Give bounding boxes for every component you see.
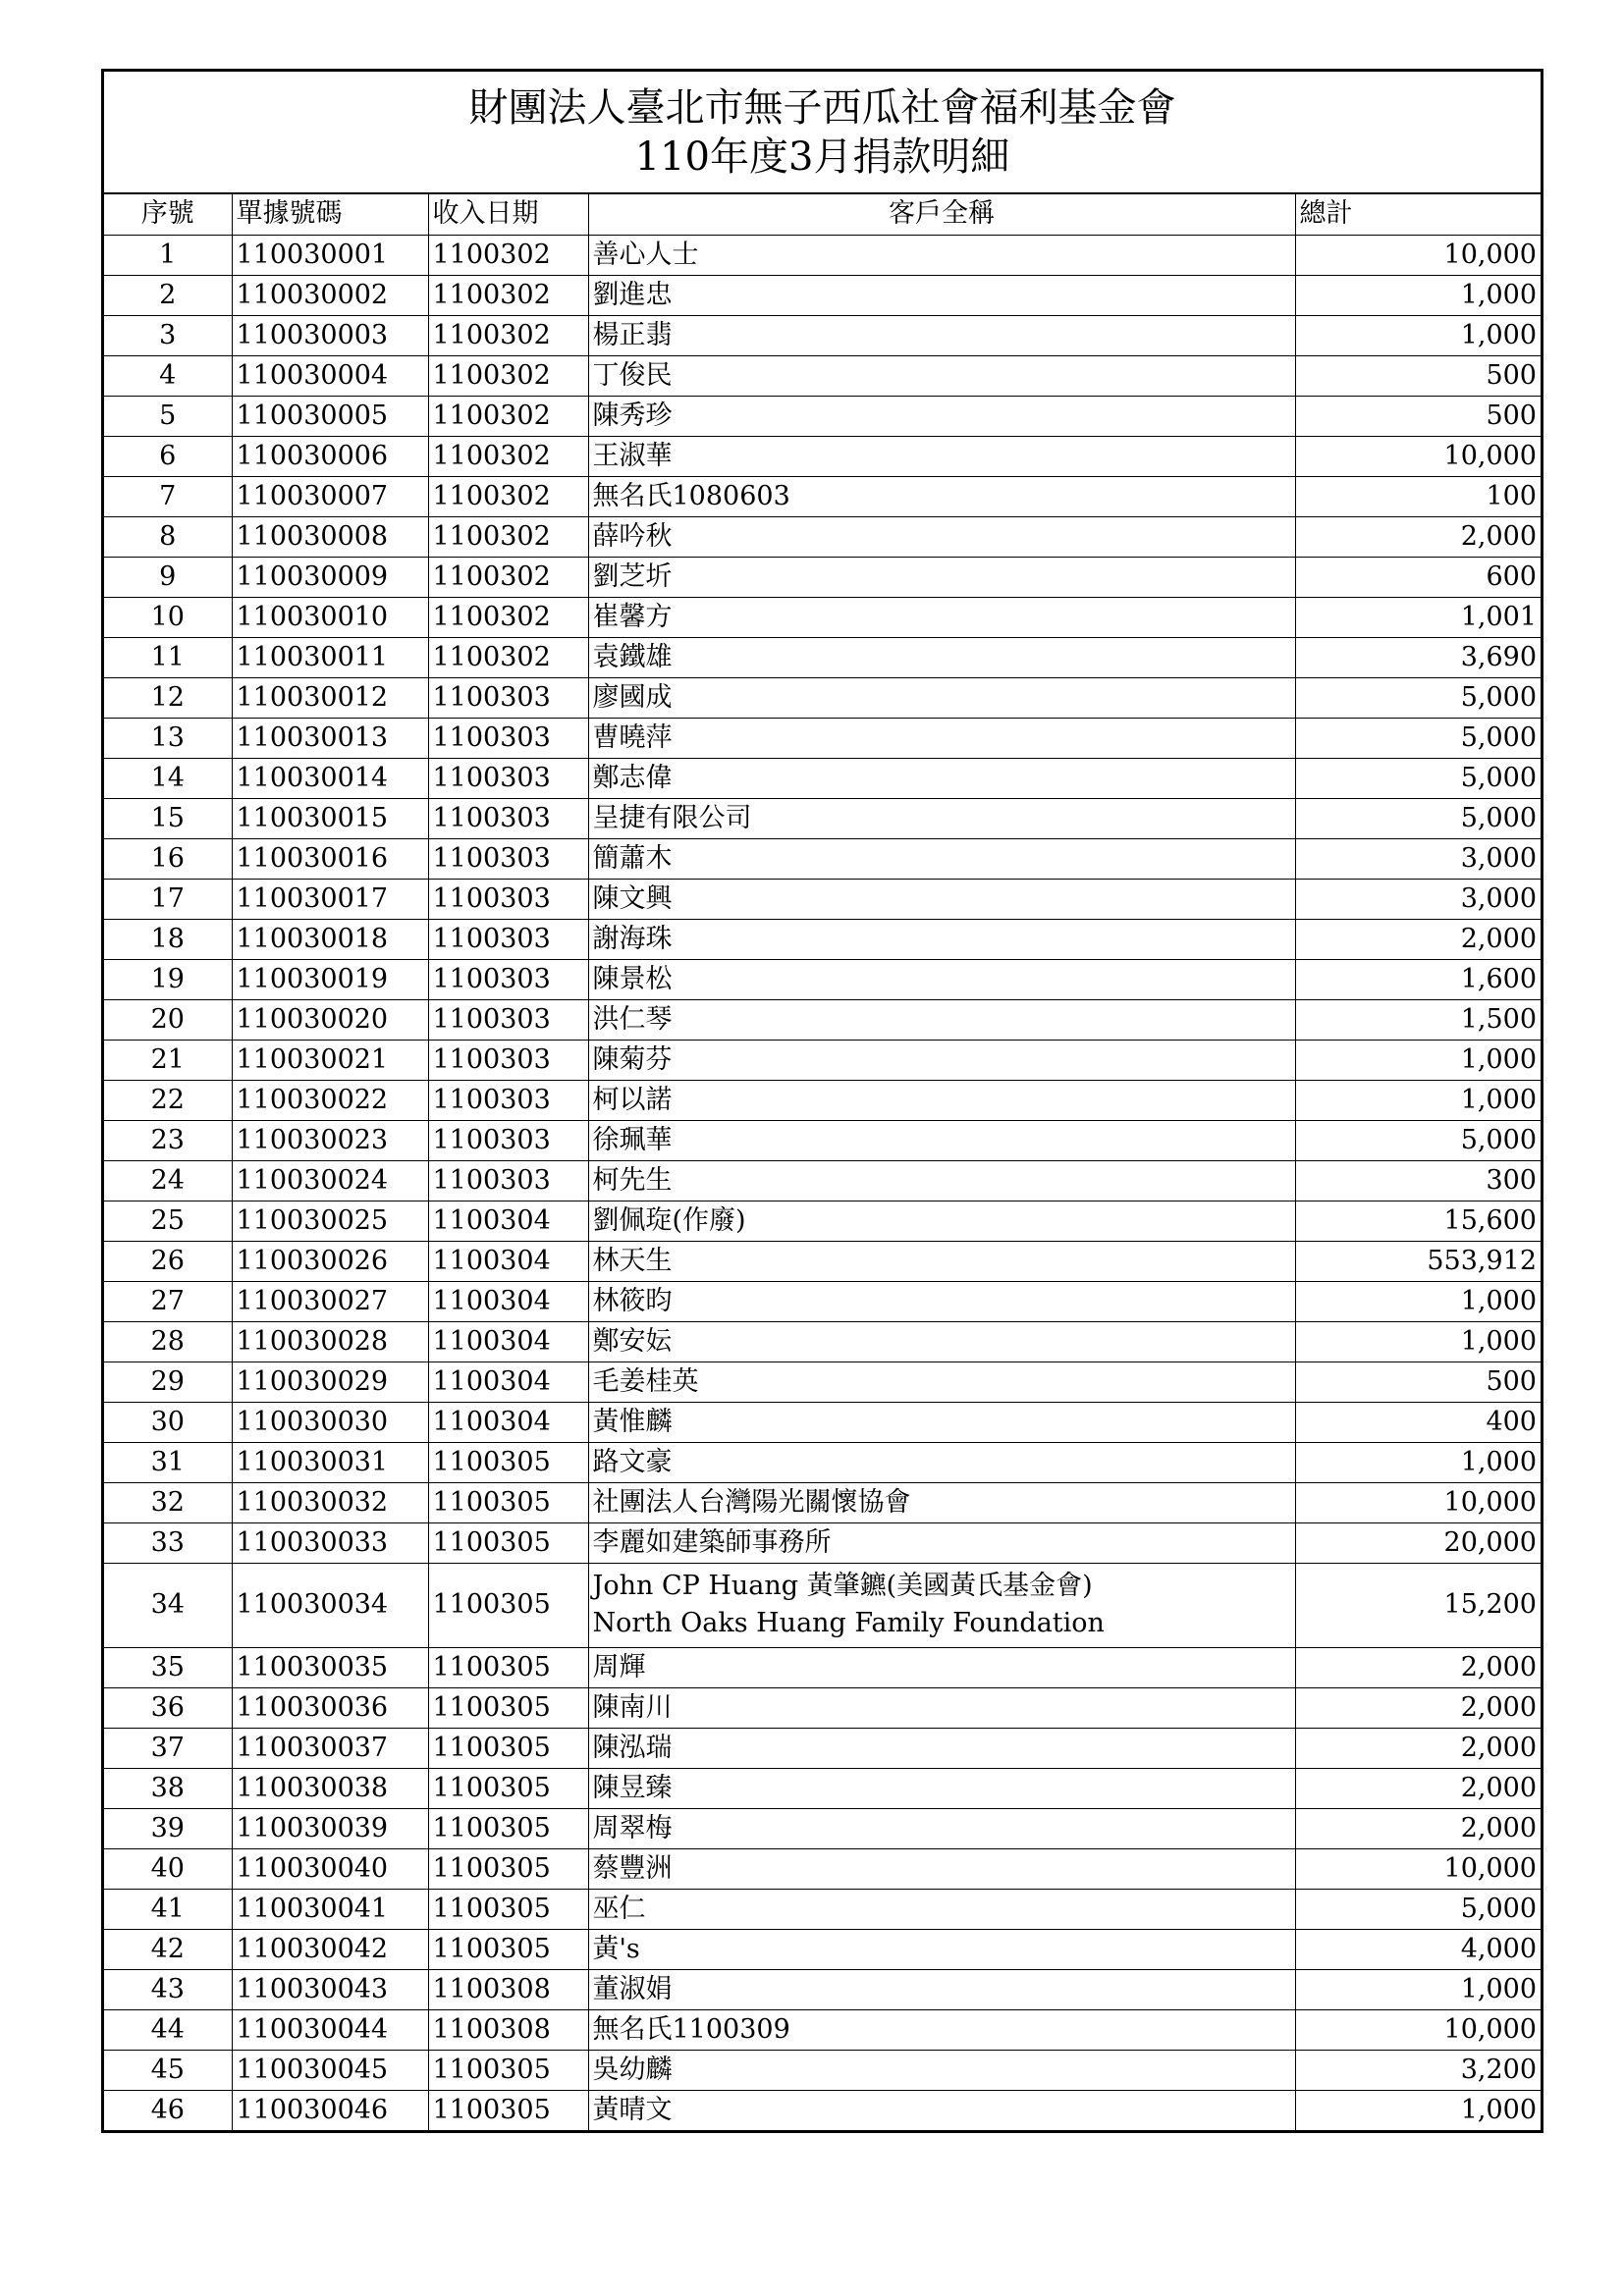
cell-total: 600 (1295, 557, 1541, 597)
cell-receipt: 110030015 (232, 798, 428, 838)
cell-total: 1,600 (1295, 959, 1541, 999)
cell-total: 300 (1295, 1160, 1541, 1201)
cell-receipt: 110030020 (232, 999, 428, 1040)
table-row (104, 1362, 1541, 1402)
cell-date: 1100304 (428, 1241, 588, 1281)
cell-date: 1100305 (428, 2050, 588, 2090)
table-row (104, 1201, 1541, 1241)
cell-name: 黃's (588, 1929, 1295, 1969)
cell-date: 1100308 (428, 1969, 588, 2009)
donation-table (104, 194, 1541, 2130)
cell-seq: 31 (104, 1442, 232, 1482)
cell-date: 1100302 (428, 275, 588, 315)
cell-total: 2,000 (1295, 1768, 1541, 1808)
cell-receipt: 110030027 (232, 1281, 428, 1321)
table-row (104, 879, 1541, 919)
table-row (104, 1522, 1541, 1563)
cell-date: 1100305 (428, 1848, 588, 1889)
cell-total: 4,000 (1295, 1929, 1541, 1969)
table-row (104, 798, 1541, 838)
cell-date: 1100303 (428, 798, 588, 838)
cell-receipt: 110030029 (232, 1362, 428, 1402)
cell-total: 100 (1295, 476, 1541, 516)
table-row (104, 1647, 1541, 1687)
cell-name: 陳菊芬 (588, 1040, 1295, 1080)
table-row (104, 1728, 1541, 1768)
cell-receipt: 110030004 (232, 355, 428, 396)
cell-date: 1100302 (428, 355, 588, 396)
cell-date: 1100303 (428, 838, 588, 879)
cell-receipt: 110030046 (232, 2090, 428, 2130)
table-row (104, 275, 1541, 315)
cell-date: 1100303 (428, 919, 588, 959)
cell-seq: 9 (104, 557, 232, 597)
table-row (104, 2050, 1541, 2090)
cell-seq: 45 (104, 2050, 232, 2090)
table-row (104, 476, 1541, 516)
cell-receipt: 110030008 (232, 516, 428, 557)
cell-seq: 22 (104, 1080, 232, 1120)
cell-receipt: 110030018 (232, 919, 428, 959)
cell-seq: 30 (104, 1402, 232, 1442)
cell-receipt: 110030045 (232, 2050, 428, 2090)
cell-name: 路文豪 (588, 1442, 1295, 1482)
cell-seq: 4 (104, 355, 232, 396)
cell-date: 1100303 (428, 718, 588, 758)
title-period: 110年度3月捐款明細 (634, 134, 1010, 180)
cell-seq: 7 (104, 476, 232, 516)
cell-name: 吳幼麟 (588, 2050, 1295, 2090)
cell-name: 謝海珠 (588, 919, 1295, 959)
cell-seq: 24 (104, 1160, 232, 1201)
cell-name: 柯先生 (588, 1160, 1295, 1201)
table-header-row (104, 194, 1541, 235)
cell-date: 1100308 (428, 2009, 588, 2050)
header-date: 收入日期 (428, 194, 588, 235)
cell-receipt: 110030017 (232, 879, 428, 919)
cell-total: 5,000 (1295, 1889, 1541, 1929)
table-row (104, 1120, 1541, 1160)
cell-name: 無名氏1080603 (588, 476, 1295, 516)
table-row (104, 999, 1541, 1040)
cell-total: 10,000 (1295, 2009, 1541, 2050)
cell-seq: 3 (104, 315, 232, 355)
cell-receipt: 110030009 (232, 557, 428, 597)
cell-seq: 21 (104, 1040, 232, 1080)
cell-total: 2,000 (1295, 919, 1541, 959)
cell-name: 陳秀珍 (588, 396, 1295, 436)
cell-total: 3,200 (1295, 2050, 1541, 2090)
cell-receipt: 110030042 (232, 1929, 428, 1969)
cell-date: 1100302 (428, 436, 588, 476)
header-name: 客戶全稱 (588, 194, 1295, 235)
cell-seq: 8 (104, 516, 232, 557)
cell-seq: 29 (104, 1362, 232, 1402)
cell-name: 丁俊民 (588, 355, 1295, 396)
cell-receipt: 110030006 (232, 436, 428, 476)
cell-date: 1100303 (428, 959, 588, 999)
cell-name: 善心人士 (588, 235, 1295, 275)
cell-total: 1,000 (1295, 1969, 1541, 2009)
cell-date: 1100305 (428, 1929, 588, 1969)
cell-date: 1100303 (428, 1120, 588, 1160)
cell-receipt: 110030030 (232, 1402, 428, 1442)
cell-name: 楊正翡 (588, 315, 1295, 355)
cell-name: 薛吟秋 (588, 516, 1295, 557)
cell-seq: 17 (104, 879, 232, 919)
cell-name: 蔡豐洲 (588, 1848, 1295, 1889)
cell-name: 鄭安妘 (588, 1321, 1295, 1362)
cell-total: 1,500 (1295, 999, 1541, 1040)
cell-seq: 18 (104, 919, 232, 959)
cell-date: 1100303 (428, 999, 588, 1040)
cell-date: 1100305 (428, 1889, 588, 1929)
cell-date: 1100302 (428, 235, 588, 275)
cell-date: 1100305 (428, 1728, 588, 1768)
cell-seq: 1 (104, 235, 232, 275)
cell-total: 1,000 (1295, 1321, 1541, 1362)
cell-receipt: 110030002 (232, 275, 428, 315)
cell-total: 500 (1295, 355, 1541, 396)
cell-date: 1100305 (428, 1687, 588, 1728)
cell-receipt: 110030037 (232, 1728, 428, 1768)
cell-total: 15,600 (1295, 1201, 1541, 1241)
cell-name-line2: North Oaks Huang Family Foundation (592, 1608, 1105, 1638)
cell-date: 1100303 (428, 879, 588, 919)
cell-total: 2,000 (1295, 1647, 1541, 1687)
cell-total: 5,000 (1295, 1120, 1541, 1160)
cell-receipt: 110030038 (232, 1768, 428, 1808)
cell-date: 1100305 (428, 1522, 588, 1563)
cell-name: 林天生 (588, 1241, 1295, 1281)
cell-name: 毛姜桂英 (588, 1362, 1295, 1402)
cell-seq: 35 (104, 1647, 232, 1687)
cell-receipt: 110030011 (232, 637, 428, 677)
title-organization: 財團法人臺北市無子西瓜社會福利基金會 (468, 85, 1176, 131)
cell-receipt: 110030034 (232, 1563, 428, 1647)
table-row (104, 718, 1541, 758)
cell-receipt: 110030043 (232, 1969, 428, 2009)
table-row (104, 1687, 1541, 1728)
cell-date: 1100305 (428, 1563, 588, 1647)
cell-receipt: 110030039 (232, 1808, 428, 1848)
cell-total: 5,000 (1295, 677, 1541, 718)
cell-receipt: 110030007 (232, 476, 428, 516)
cell-total: 3,690 (1295, 637, 1541, 677)
cell-receipt: 110030040 (232, 1848, 428, 1889)
cell-total: 20,000 (1295, 1522, 1541, 1563)
table-row (104, 396, 1541, 436)
cell-name: 巫仁 (588, 1889, 1295, 1929)
cell-seq: 28 (104, 1321, 232, 1362)
cell-seq: 40 (104, 1848, 232, 1889)
cell-name-line1: John CP Huang 黃肇鑣(美國黃氏基金會) (592, 1571, 1093, 1601)
cell-receipt: 110030032 (232, 1482, 428, 1522)
cell-name: 社團法人台灣陽光關懷協會 (588, 1482, 1295, 1522)
cell-receipt: 110030033 (232, 1522, 428, 1563)
cell-date: 1100303 (428, 1040, 588, 1080)
cell-total: 1,000 (1295, 315, 1541, 355)
cell-seq: 46 (104, 2090, 232, 2130)
table-row (104, 1889, 1541, 1929)
table-row (104, 355, 1541, 396)
cell-seq: 19 (104, 959, 232, 999)
cell-total: 400 (1295, 1402, 1541, 1442)
cell-receipt: 110030025 (232, 1201, 428, 1241)
cell-total: 2,000 (1295, 1687, 1541, 1728)
table-row (104, 1929, 1541, 1969)
cell-name: 陳文興 (588, 879, 1295, 919)
table-body (104, 235, 1541, 2130)
cell-total: 3,000 (1295, 838, 1541, 879)
cell-total: 553,912 (1295, 1241, 1541, 1281)
cell-receipt: 110030036 (232, 1687, 428, 1728)
cell-date: 1100305 (428, 1442, 588, 1482)
cell-name: 呈捷有限公司 (588, 798, 1295, 838)
table-row (104, 919, 1541, 959)
cell-seq: 37 (104, 1728, 232, 1768)
cell-seq: 39 (104, 1808, 232, 1848)
cell-total: 10,000 (1295, 436, 1541, 476)
cell-name: 林筱昀 (588, 1281, 1295, 1321)
cell-total: 15,200 (1295, 1563, 1541, 1647)
cell-date: 1100304 (428, 1362, 588, 1402)
cell-seq: 44 (104, 2009, 232, 2050)
header-total: 總計 (1295, 194, 1541, 235)
cell-name: 洪仁琴 (588, 999, 1295, 1040)
cell-seq: 38 (104, 1768, 232, 1808)
table-row (104, 1402, 1541, 1442)
cell-total: 2,000 (1295, 1728, 1541, 1768)
cell-name: 王淑華 (588, 436, 1295, 476)
cell-name: 曹曉萍 (588, 718, 1295, 758)
cell-total: 5,000 (1295, 758, 1541, 798)
cell-receipt: 110030028 (232, 1321, 428, 1362)
cell-date: 1100302 (428, 516, 588, 557)
cell-name: 陳昱臻 (588, 1768, 1295, 1808)
cell-receipt: 110030041 (232, 1889, 428, 1929)
cell-total: 1,000 (1295, 275, 1541, 315)
cell-date: 1100305 (428, 1808, 588, 1848)
cell-name: 柯以諾 (588, 1080, 1295, 1120)
table-row (104, 637, 1541, 677)
cell-name: 崔馨方 (588, 597, 1295, 637)
cell-date: 1100304 (428, 1201, 588, 1241)
table-row (104, 516, 1541, 557)
table-row (104, 1768, 1541, 1808)
cell-name: 黃晴文 (588, 2090, 1295, 2130)
cell-seq: 11 (104, 637, 232, 677)
table-row (104, 1160, 1541, 1201)
cell-receipt: 110030010 (232, 597, 428, 637)
cell-name: 簡蕭木 (588, 838, 1295, 879)
cell-receipt: 110030014 (232, 758, 428, 798)
cell-receipt: 110030016 (232, 838, 428, 879)
cell-receipt: 110030003 (232, 315, 428, 355)
cell-seq: 14 (104, 758, 232, 798)
table-row (104, 315, 1541, 355)
cell-seq: 20 (104, 999, 232, 1040)
cell-date: 1100302 (428, 315, 588, 355)
cell-name: 陳泓瑞 (588, 1728, 1295, 1768)
cell-name: 周輝 (588, 1647, 1295, 1687)
cell-name: 鄭志偉 (588, 758, 1295, 798)
table-row (104, 1080, 1541, 1120)
table-row (104, 235, 1541, 275)
cell-total: 3,000 (1295, 879, 1541, 919)
cell-seq: 15 (104, 798, 232, 838)
table-row (104, 1848, 1541, 1889)
cell-name: 廖國成 (588, 677, 1295, 718)
cell-seq: 16 (104, 838, 232, 879)
cell-seq: 25 (104, 1201, 232, 1241)
cell-seq: 36 (104, 1687, 232, 1728)
cell-seq: 34 (104, 1563, 232, 1647)
cell-seq: 5 (104, 396, 232, 436)
cell-total: 10,000 (1295, 1482, 1541, 1522)
cell-total: 1,000 (1295, 1281, 1541, 1321)
table-row (104, 1563, 1541, 1647)
cell-name: 劉芝圻 (588, 557, 1295, 597)
cell-seq: 43 (104, 1969, 232, 2009)
cell-seq: 23 (104, 1120, 232, 1160)
cell-total: 10,000 (1295, 235, 1541, 275)
cell-receipt: 110030021 (232, 1040, 428, 1080)
cell-receipt: 110030012 (232, 677, 428, 718)
cell-total: 5,000 (1295, 718, 1541, 758)
cell-name: 周翠梅 (588, 1808, 1295, 1848)
table-row (104, 1241, 1541, 1281)
cell-name: 劉進忠 (588, 275, 1295, 315)
cell-receipt: 110030005 (232, 396, 428, 436)
table-row (104, 959, 1541, 999)
cell-total: 500 (1295, 396, 1541, 436)
cell-date: 1100303 (428, 1080, 588, 1120)
table-row (104, 1321, 1541, 1362)
cell-total: 1,001 (1295, 597, 1541, 637)
table-row (104, 1281, 1541, 1321)
cell-seq: 32 (104, 1482, 232, 1522)
cell-seq: 2 (104, 275, 232, 315)
table-row (104, 677, 1541, 718)
cell-seq: 42 (104, 1929, 232, 1969)
cell-seq: 27 (104, 1281, 232, 1321)
cell-seq: 26 (104, 1241, 232, 1281)
cell-receipt: 110030031 (232, 1442, 428, 1482)
cell-seq: 6 (104, 436, 232, 476)
cell-date: 1100302 (428, 597, 588, 637)
header-seq: 序號 (104, 194, 232, 235)
donation-sheet (101, 69, 1543, 2133)
table-row (104, 2090, 1541, 2130)
table-row (104, 2009, 1541, 2050)
cell-receipt: 110030035 (232, 1647, 428, 1687)
table-row (104, 838, 1541, 879)
table-row (104, 436, 1541, 476)
table-row (104, 597, 1541, 637)
table-row (104, 1969, 1541, 2009)
cell-name: 無名氏1100309 (588, 2009, 1295, 2050)
cell-name: 陳景松 (588, 959, 1295, 999)
cell-date: 1100303 (428, 677, 588, 718)
cell-date: 1100302 (428, 637, 588, 677)
cell-date: 1100305 (428, 1482, 588, 1522)
cell-total: 2,000 (1295, 1808, 1541, 1848)
cell-date: 1100302 (428, 476, 588, 516)
cell-total: 500 (1295, 1362, 1541, 1402)
cell-date: 1100304 (428, 1402, 588, 1442)
cell-total: 2,000 (1295, 516, 1541, 557)
cell-receipt: 110030026 (232, 1241, 428, 1281)
cell-name: 徐珮華 (588, 1120, 1295, 1160)
table-row (104, 1442, 1541, 1482)
cell-date: 1100303 (428, 758, 588, 798)
cell-name: 陳南川 (588, 1687, 1295, 1728)
table-row (104, 1482, 1541, 1522)
cell-seq: 41 (104, 1889, 232, 1929)
table-row (104, 758, 1541, 798)
cell-date: 1100304 (428, 1321, 588, 1362)
cell-name: 袁鐵雄 (588, 637, 1295, 677)
cell-total: 10,000 (1295, 1848, 1541, 1889)
cell-date: 1100302 (428, 557, 588, 597)
table-row (104, 557, 1541, 597)
cell-date: 1100303 (428, 1160, 588, 1201)
cell-name: 黃惟麟 (588, 1402, 1295, 1442)
cell-receipt: 110030024 (232, 1160, 428, 1201)
cell-receipt: 110030019 (232, 959, 428, 999)
header-receipt: 單據號碼 (232, 194, 428, 235)
cell-name: 李麗如建築師事務所 (588, 1522, 1295, 1563)
cell-date: 1100302 (428, 396, 588, 436)
cell-total: 1,000 (1295, 1442, 1541, 1482)
cell-total: 1,000 (1295, 1080, 1541, 1120)
cell-name: 劉佩琁(作廢) (588, 1201, 1295, 1241)
cell-total: 1,000 (1295, 2090, 1541, 2130)
cell-receipt: 110030013 (232, 718, 428, 758)
cell-total: 1,000 (1295, 1040, 1541, 1080)
cell-seq: 13 (104, 718, 232, 758)
table-row (104, 1040, 1541, 1080)
cell-date: 1100305 (428, 1768, 588, 1808)
cell-seq: 33 (104, 1522, 232, 1563)
cell-seq: 10 (104, 597, 232, 637)
cell-receipt: 110030044 (232, 2009, 428, 2050)
cell-total: 5,000 (1295, 798, 1541, 838)
cell-receipt: 110030001 (232, 235, 428, 275)
document-title (104, 72, 1541, 194)
cell-name: 董淑娟 (588, 1969, 1295, 2009)
cell-date: 1100305 (428, 1647, 588, 1687)
cell-seq: 12 (104, 677, 232, 718)
cell-receipt: 110030023 (232, 1120, 428, 1160)
table-row (104, 1808, 1541, 1848)
cell-date: 1100305 (428, 2090, 588, 2130)
cell-receipt: 110030022 (232, 1080, 428, 1120)
cell-name (588, 1563, 1295, 1647)
cell-date: 1100304 (428, 1281, 588, 1321)
